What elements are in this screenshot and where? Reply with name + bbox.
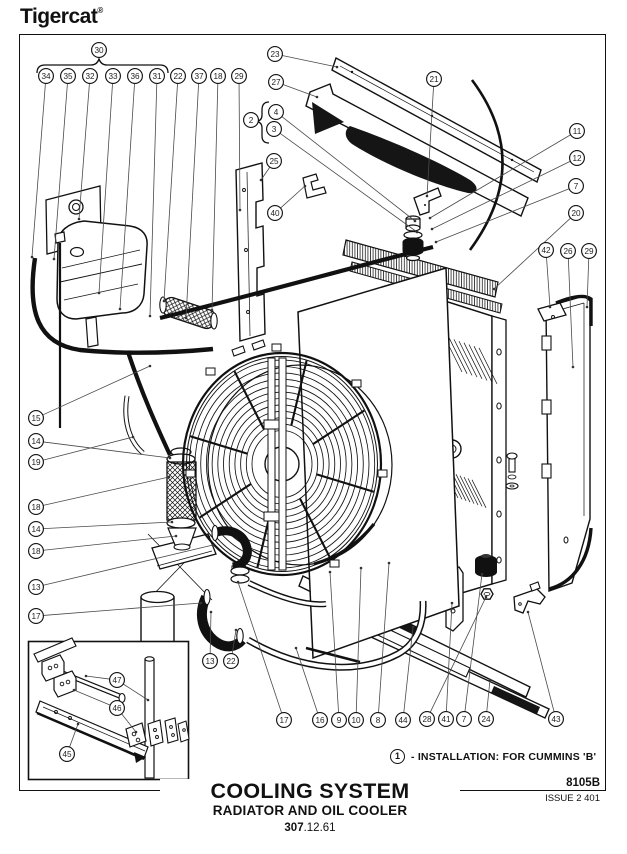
callout-16: [295, 647, 328, 728]
top-deflector-panels: [306, 58, 541, 250]
svg-text:47: 47: [112, 675, 122, 685]
side-panel-assembly: [538, 296, 591, 591]
svg-text:29: 29: [234, 71, 244, 81]
callout-25: [260, 154, 282, 182]
callout-14: [29, 521, 174, 537]
svg-text:18: 18: [31, 546, 41, 556]
note-text: - INSTALLATION: FOR CUMMINS 'B': [411, 750, 597, 763]
svg-text:46: 46: [112, 703, 122, 713]
callout-2: [244, 113, 259, 128]
svg-text:17: 17: [31, 611, 41, 621]
callout-37: [185, 69, 207, 320]
issue-number: ISSUE 2 401: [545, 793, 600, 804]
svg-text:17: 17: [279, 715, 289, 725]
callout-27: [269, 75, 319, 99]
installation-note: [390, 749, 596, 764]
svg-text:15: 15: [31, 413, 41, 423]
svg-text:19: 19: [31, 457, 41, 467]
svg-text:32: 32: [85, 71, 95, 81]
callout-13: [29, 544, 215, 595]
svg-text:14: 14: [31, 524, 41, 534]
callout-14: [29, 434, 172, 460]
callout-15: [29, 365, 152, 426]
svg-text:16: 16: [315, 715, 325, 725]
callout-23: [268, 47, 339, 69]
svg-text:36: 36: [130, 71, 140, 81]
part-code: 8105B: [566, 777, 600, 789]
svg-text:2: 2: [248, 115, 254, 125]
svg-text:23: 23: [270, 49, 280, 59]
svg-text:13: 13: [205, 656, 215, 666]
svg-text:22: 22: [173, 71, 183, 81]
svg-text:8: 8: [375, 715, 381, 725]
svg-text:18: 18: [213, 71, 223, 81]
svg-text:21: 21: [429, 74, 439, 84]
svg-text:42: 42: [541, 245, 551, 255]
svg-text:30: 30: [94, 45, 104, 55]
svg-text:37: 37: [194, 71, 204, 81]
svg-text:41: 41: [441, 714, 451, 724]
svg-text:27: 27: [271, 77, 281, 87]
callout-19: [29, 436, 135, 470]
svg-text:14: 14: [31, 436, 41, 446]
callout-40: [268, 185, 307, 221]
svg-text:44: 44: [398, 715, 408, 725]
mount-channel: [236, 163, 265, 341]
svg-text:22: 22: [226, 656, 236, 666]
svg-text:34: 34: [41, 71, 51, 81]
svg-text:11: 11: [572, 126, 582, 136]
svg-text:13: 13: [31, 582, 41, 592]
figure-title: COOLING SYSTEM: [160, 779, 460, 804]
svg-text:28: 28: [422, 714, 432, 724]
callout-18: [29, 476, 171, 515]
svg-text:40: 40: [270, 208, 280, 218]
svg-text:35: 35: [63, 71, 73, 81]
figure-subtitle: RADIATOR AND OIL COOLER: [212, 803, 408, 818]
callout-42: [539, 243, 554, 309]
svg-text:29: 29: [584, 246, 594, 256]
callout-30: [92, 43, 107, 58]
callout-17: [29, 602, 203, 624]
callout-22: [163, 69, 186, 303]
brand-name: Tigercat: [20, 5, 98, 28]
note-badge: 1: [390, 749, 405, 764]
figure-doc-number: 307.12.61: [284, 822, 336, 834]
svg-text:20: 20: [571, 208, 581, 218]
callout-18: [211, 69, 226, 312]
svg-text:45: 45: [62, 749, 72, 759]
svg-text:24: 24: [481, 714, 491, 724]
svg-text:26: 26: [563, 246, 573, 256]
svg-text:9: 9: [336, 715, 342, 725]
svg-text:10: 10: [351, 715, 361, 725]
svg-text:12: 12: [572, 153, 582, 163]
svg-text:4: 4: [273, 107, 279, 117]
svg-text:43: 43: [551, 714, 561, 724]
svg-text:3: 3: [271, 124, 277, 134]
svg-text:7: 7: [461, 714, 467, 724]
svg-text:33: 33: [108, 71, 118, 81]
svg-text:31: 31: [152, 71, 162, 81]
svg-text:25: 25: [269, 156, 279, 166]
callout-31: [149, 69, 165, 318]
svg-text:7: 7: [573, 181, 579, 191]
registered-mark: ®: [97, 6, 103, 15]
inset-detail-box: [29, 638, 190, 780]
svg-text:18: 18: [31, 502, 41, 512]
